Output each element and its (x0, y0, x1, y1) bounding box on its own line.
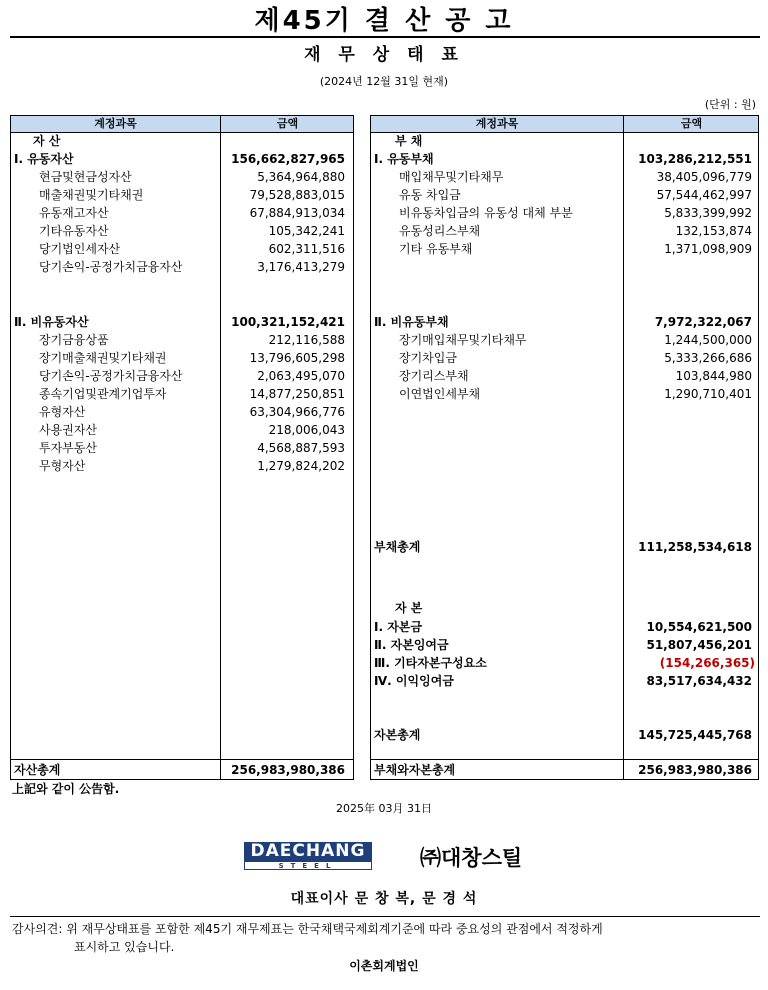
section-heading: 자 산 (33, 134, 61, 148)
account-header: 계정과목 (475, 117, 519, 130)
liabilities-equity-table (370, 115, 759, 780)
table-row: 매출채권및기타채권 79,528,883,015 (39, 188, 345, 202)
table-row: 무형자산 1,279,824,202 (39, 459, 345, 473)
table-row: Ⅱ. 자본잉여금 51,807,456,201 (374, 638, 752, 652)
statement-title: 재 무 상 태 표 (304, 45, 464, 65)
table-row: Ⅰ. 유동자산 156,662,827,965 (14, 152, 345, 166)
liabilities-table-header (371, 116, 758, 133)
total-rule (371, 759, 758, 760)
table-row: Ⅳ. 이익잉여금 83,517,634,432 (374, 674, 752, 688)
assets-table-header (11, 116, 353, 133)
total-equity-row: 자본총계 145,725,445,768 (374, 728, 752, 742)
table-row: 현금및현금성자산 5,364,964,880 (39, 170, 345, 184)
amount-header: 금액 (680, 117, 703, 130)
table-row: 사용권자산 218,006,043 (39, 423, 345, 437)
audit-opinion-line-2: 표시하고 있습니다. (74, 940, 175, 954)
table-row: Ⅱ. 비유동자산 100,321,152,421 (14, 315, 345, 329)
footer-rule (10, 916, 760, 917)
auditor-name: 이촌회계법인 (349, 959, 419, 973)
company-logo (244, 842, 372, 870)
table-row: Ⅲ. 기타자본구성요소 (154,266,365) (374, 656, 755, 670)
total-liabilities-equity-row: 부채와자본총계 256,983,980,386 (374, 763, 752, 777)
table-row: 종속기업및관계기업투자 14,877,250,851 (39, 387, 345, 401)
page-title: 제45기 결 산 공 고 (254, 6, 514, 36)
audit-opinion-line-1: 감사의견: 위 재무상태표를 포함한 제45기 재무제표는 한국채택국제회계기준에 따라 중요성의 관점에서 적정하게 (12, 922, 603, 936)
unit-label: (단위 : 원) (704, 98, 756, 111)
table-row: 유동재고자산 67,884,913,034 (39, 206, 345, 220)
logo-subtext: STEEL (244, 861, 372, 870)
table-row: 장기리스부채 103,844,980 (399, 369, 752, 383)
table-row: 당기손익-공정가치금융자산 2,063,495,070 (39, 369, 345, 383)
table-row: 유동 차입금 57,544,462,997 (399, 188, 752, 202)
title-rule (10, 36, 760, 38)
table-row: 당기손익-공정가치금융자산 3,176,413,279 (39, 260, 345, 274)
total-rule (11, 759, 353, 760)
table-row: 투자부동산 4,568,887,593 (39, 441, 345, 455)
table-row: 기타 유동부채 1,371,098,909 (399, 242, 752, 256)
table-row: 이연법인세부채 1,290,710,401 (399, 387, 752, 401)
ceo-names: 대표이사 문 창 복, 문 경 석 (290, 891, 478, 907)
logo-wordmark: DAECHANG (250, 841, 366, 861)
table-row: 장기차입금 5,333,266,686 (399, 351, 752, 365)
table-row: Ⅰ. 유동부채 103,286,212,551 (374, 152, 752, 166)
account-header: 계정과목 (94, 117, 137, 130)
table-row: 장기매입채무및기타채무 1,244,500,000 (399, 333, 752, 347)
table-row: Ⅰ. 자본금 10,554,621,500 (374, 620, 752, 634)
table-row: 유형자산 63,304,966,776 (39, 405, 345, 419)
company-name: ㈜대창스틸 (420, 846, 523, 870)
table-row: 당기법인세자산 602,311,516 (39, 242, 345, 256)
total-liabilities-row: 부채총계 111,258,534,618 (374, 540, 752, 554)
table-row: 유동성리스부채 132,153,874 (399, 224, 752, 238)
table-row: 매입채무및기타채무 38,405,096,779 (399, 170, 752, 184)
announcement-note: 上記와 같이 公告함. (12, 782, 120, 796)
table-row: 기타유동자산 105,342,241 (39, 224, 345, 238)
table-row: Ⅱ. 비유동부채 7,972,322,067 (374, 315, 752, 329)
section-heading: 자 본 (395, 601, 423, 615)
table-row: 비유동차입금의 유동성 대체 부분 5,833,399,992 (399, 206, 752, 220)
amount-header: 금액 (276, 117, 299, 130)
assets-table (10, 115, 354, 780)
total-assets-row: 자산총계 256,983,980,386 (14, 763, 345, 777)
table-row: 장기금융상품 212,116,588 (39, 333, 345, 347)
statement-date: (2024년 12월 31일 현재) (319, 75, 449, 88)
section-heading: 부 채 (395, 134, 423, 148)
table-row: 장기매출채권및기타채권 13,796,605,298 (39, 351, 345, 365)
publication-date: 2025年 03月 31日 (336, 802, 432, 815)
